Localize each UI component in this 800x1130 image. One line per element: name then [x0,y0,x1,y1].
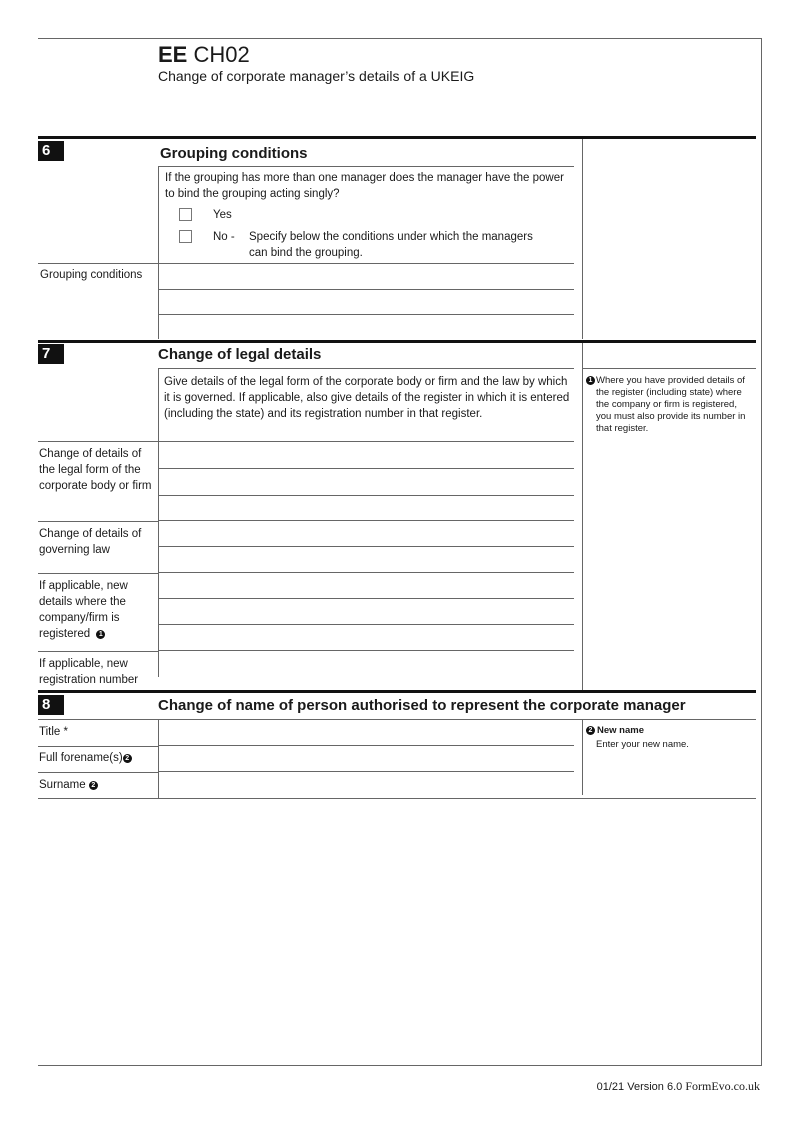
registered-line-2[interactable] [158,599,574,625]
legal-form-label: Change of details of the legal form of the corporate body or firm [39,448,152,492]
grouping-conditions-line-2[interactable] [158,290,574,315]
grouping-conditions-line-1[interactable] [158,264,574,290]
forenames-label [39,750,134,766]
no-detail: Specify below the conditions under which the managers can bind the grouping. [249,231,533,259]
section7-rule [38,340,756,343]
note1-text: Where you have provided details of the register (including state) where the company or firm is registered, you must also provide its number in that register. [596,375,746,434]
forenames-label-text: Full forename(s) [39,752,123,764]
forenames-field[interactable] [158,746,574,772]
title-label: Title * [39,726,68,738]
section7-title: Change of legal details [158,346,322,363]
grouping-conditions-line-3[interactable] [158,315,574,339]
forenames-note-icon: 2 [123,754,132,763]
page-top-border [38,38,762,39]
reg-number-field[interactable] [158,651,574,677]
no-label: No - [213,231,235,243]
forenames-top [38,746,158,747]
legal-form-line-1[interactable] [158,442,574,469]
governing-law-top [38,521,158,522]
section7-side-divider [582,343,583,691]
governing-law-line-2[interactable] [158,547,574,573]
section6-question-left [158,166,159,264]
section6-question-top [158,166,574,167]
page-right-border [761,38,762,1066]
footer-version: 01/21 Version 6.0 [596,1081,683,1093]
form-subtitle: Change of corporate manager’s details of a UKEIG [158,68,475,84]
section6-side-divider [582,139,583,339]
grouping-conditions-label: Grouping conditions [40,269,143,281]
yes-label: Yes [213,209,232,221]
reg-number-top [38,651,158,652]
legal-form-line-2[interactable] [158,469,574,496]
section6-question: If the grouping has more than one manager does the manager have the power to bind the grouping acting singly? [165,172,564,200]
registered-line-3[interactable] [158,625,574,651]
note2-title: New name [597,725,644,736]
governing-law-label: Change of details of governing law [39,528,142,556]
form-code-prefix: EE [158,42,188,67]
section6-title: Grouping conditions [160,145,308,162]
footer-brand: FormEvo.co.uk [685,1079,760,1093]
surname-note-icon: 2 [89,781,98,790]
section6-number: 6 [38,141,64,161]
note2 [586,725,756,737]
yes-checkbox[interactable] [179,208,192,221]
section8-title: Change of name of person authorised to represent the corporate manager [158,697,686,714]
section8-table-bottom [38,798,756,799]
section7-intro-left [158,368,159,442]
page-bottom-border [38,1065,762,1066]
section7-number: 7 [38,344,64,364]
registered-line-1[interactable] [158,573,574,599]
registered-label-text: If applicable, new details where the company/firm is registered [39,580,128,640]
surname-top [38,772,158,773]
section6-rule [38,136,756,139]
surname-label [39,777,100,793]
surname-field[interactable] [158,772,574,798]
governing-law-line-1[interactable] [158,521,574,547]
reg-number-label: If applicable, new registration number [39,658,139,686]
section8-number: 8 [38,695,64,715]
registered-note-icon: 1 [96,630,105,639]
legal-form-line-3[interactable] [158,496,574,521]
no-checkbox[interactable] [179,230,192,243]
registered-top [38,573,158,574]
section8-rule [38,690,756,693]
note1-bullet-icon: 1 [586,376,595,385]
form-code [158,42,250,68]
surname-label-text: Surname [39,779,86,791]
form-code-number: CH02 [193,42,250,67]
section7-intro: Give details of the legal form of the corporate body or firm and the law by which it is governed. If applicable, also give details of the register in which it is entered (including the state) and its registration number in that register. [164,376,570,420]
note1-marker [586,375,596,387]
footer [597,1079,760,1094]
note2-bullet-icon: 2 [586,726,595,735]
title-field[interactable] [158,720,574,746]
registered-label [39,578,157,642]
section7-note-top [582,368,756,369]
note2-text: Enter your new name. [596,739,689,750]
section8-side-divider [582,719,583,795]
section7-intro-top [158,368,574,369]
